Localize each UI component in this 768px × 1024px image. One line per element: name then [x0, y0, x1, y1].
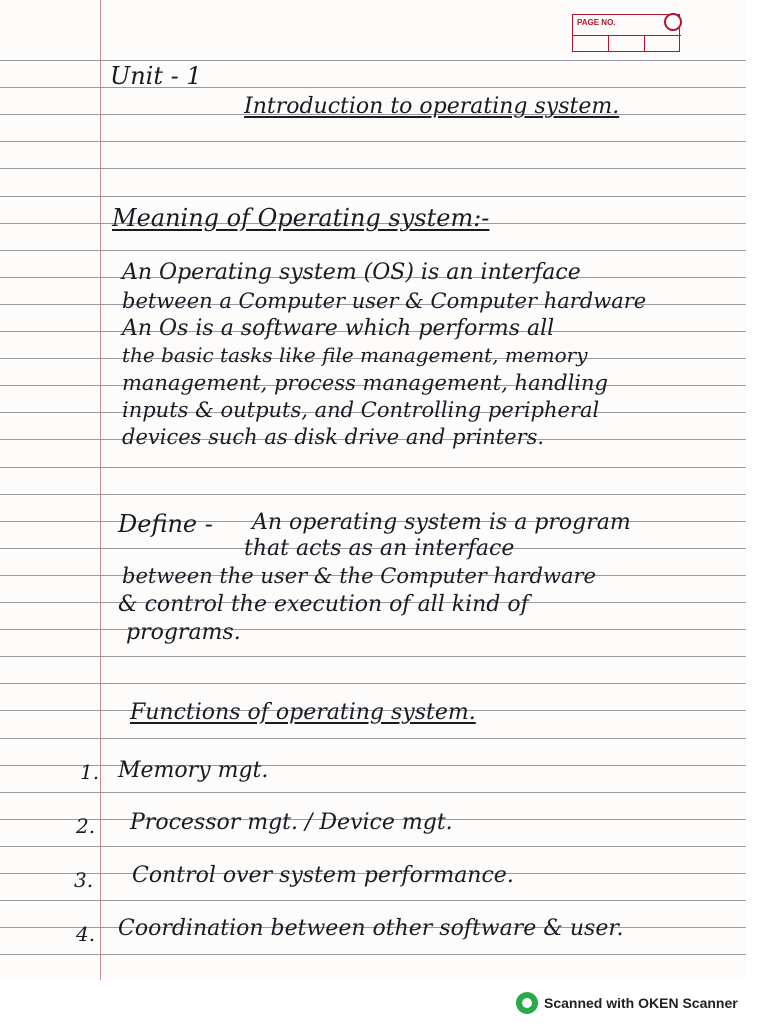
scanner-watermark — [516, 992, 738, 1014]
define-line: An operating system is a program — [252, 510, 631, 535]
ruled-line — [0, 954, 746, 955]
function-number: 1. — [80, 760, 100, 784]
ruled-line — [0, 656, 746, 657]
page-number-cell — [573, 35, 609, 51]
ruled-line — [0, 467, 746, 468]
page-title: Introduction to operating system. — [244, 94, 620, 119]
meaning-line: the basic tasks like file management, memory — [122, 343, 588, 367]
scanner-text: Scanned with OKEN Scanner — [544, 995, 738, 1011]
margin-line — [100, 0, 101, 980]
notebook-logo-icon — [664, 13, 682, 31]
functions-heading: Functions of operating system. — [130, 700, 476, 725]
define-label: Define - — [118, 510, 213, 538]
meaning-line: An Operating system (OS) is an interface — [122, 260, 581, 285]
ruled-line — [0, 792, 746, 793]
ruled-line — [0, 900, 746, 901]
ruled-line — [0, 250, 746, 251]
function-number: 3. — [74, 868, 94, 892]
page-number-label: PAGE NO. — [577, 18, 616, 27]
function-item: Processor mgt. / Device mgt. — [130, 810, 453, 835]
function-number: 4. — [76, 922, 96, 946]
function-number: 2. — [76, 814, 96, 838]
ruled-line — [0, 196, 746, 197]
ruled-line — [0, 494, 746, 495]
define-line: between the user & the Computer hardware — [122, 564, 596, 588]
ruled-line — [0, 141, 746, 142]
scanner-logo-icon — [516, 992, 538, 1014]
function-item: Control over system performance. — [132, 863, 514, 888]
define-line: & control the execution of all kind of — [118, 592, 529, 617]
define-line: that acts as an interface — [244, 536, 515, 561]
meaning-line: management, process management, handling — [122, 371, 608, 395]
define-line: programs. — [126, 620, 241, 645]
meaning-line: devices such as disk drive and printers. — [122, 425, 545, 449]
ruled-line — [0, 765, 746, 766]
ruled-line — [0, 846, 746, 847]
meaning-line: between a Computer user & Computer hardware — [122, 289, 647, 313]
meaning-line: inputs & outputs, and Controlling peripheral — [122, 398, 600, 422]
function-item: Coordination between other software & user. — [118, 916, 624, 941]
meaning-line: An Os is a software which performs all — [122, 316, 555, 341]
page-number-cell — [609, 35, 645, 51]
page-number-cell — [645, 35, 681, 51]
ruled-line — [0, 738, 746, 739]
ruled-line — [0, 168, 746, 169]
function-item: Memory mgt. — [118, 758, 269, 783]
ruled-line — [0, 683, 746, 684]
ruled-line — [0, 629, 746, 630]
meaning-heading: Meaning of Operating system:- — [112, 204, 490, 232]
ruled-line — [0, 60, 746, 61]
unit-label: Unit - 1 — [110, 62, 202, 90]
